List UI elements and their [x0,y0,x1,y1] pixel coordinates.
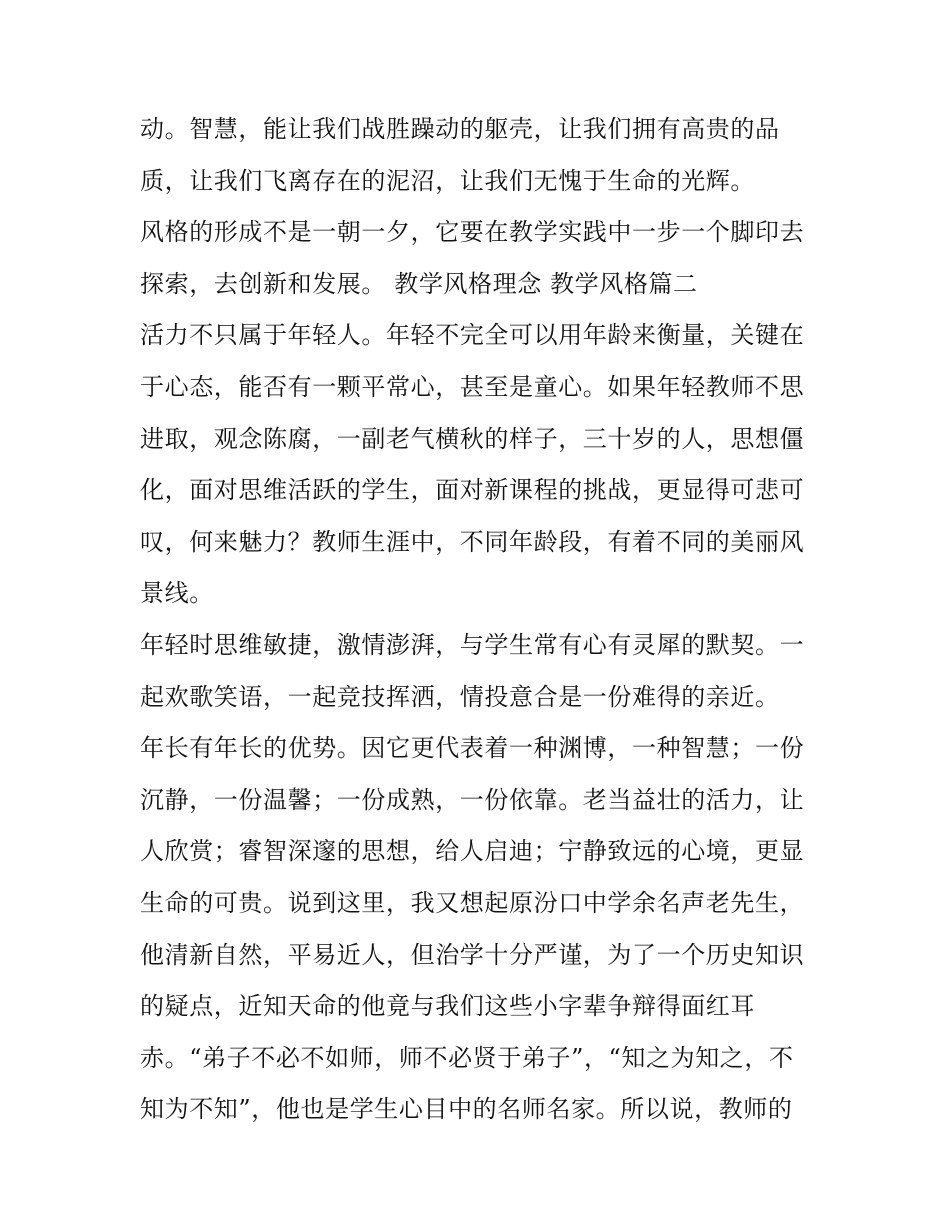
text-line: 赤。“弟子不必不如师，师不必贤于弟子”，“知之为知之，不 [140,1043,794,1072]
text-line: 景线。 [140,579,214,608]
text-line: 年长有年长的优势。因它更代表着一种渊博，一种智慧；一份 [140,734,805,763]
text-line: 动。智慧，能让我们战胜躁动的躯壳，让我们拥有高贵的品 [140,115,780,143]
text-line: 的疑点，近知天命的他竟与我们这些小字辈争辩得面红耳 [140,992,755,1021]
body-text [140,104,840,1136]
text-line: 活力不只属于年轻人。年轻不完全可以用年龄来衡量，关键在 [140,321,805,350]
text-line: 人欣赏；睿智深邃的思想，给人启迪；宁静致远的心境，更显 [140,837,805,866]
text-line: 质，让我们飞离存在的泥沼，让我们无愧于生命的光辉。 [140,166,755,195]
text-line: 知为不知”，他也是学生心目中的名师名家。所以说，教师的 [140,1095,793,1124]
text-line: 进取，观念陈腐，一副老气横秋的样子，三十岁的人，思想僵 [140,424,805,453]
text-line: 沉静，一份温馨；一份成熟，一份依靠。老当益壮的活力，让 [140,785,805,814]
text-line: 生命的可贵。说到这里，我又想起原汾口中学余名声老先生， [140,888,805,917]
text-line: 起欢歌笑语，一起竞技挥洒，情投意合是一份难得的亲近。 [140,682,780,711]
text-line: 风格的形成不是一朝一夕，它要在教学实践中一步一个脚印去 [140,218,805,247]
text-line: 于心态，能否有一颗平常心，甚至是童心。如果年轻教师不思 [140,372,805,401]
text-line: 他清新自然，平易近人，但治学十分严谨，为了一个历史知识 [140,940,805,969]
text-line: 年轻时思维敏捷，激情澎湃，与学生常有心有灵犀的默契。一 [140,630,805,659]
text-line: 化，面对思维活跃的学生，面对新课程的挑战，更显得可悲可 [140,476,805,505]
text-line: 叹，何来魅力？教师生涯中，不同年龄段，有着不同的美丽风 [140,527,805,556]
text-line: 探索，去创新和发展。 教学风格理念 教学风格篇二 [140,269,698,298]
